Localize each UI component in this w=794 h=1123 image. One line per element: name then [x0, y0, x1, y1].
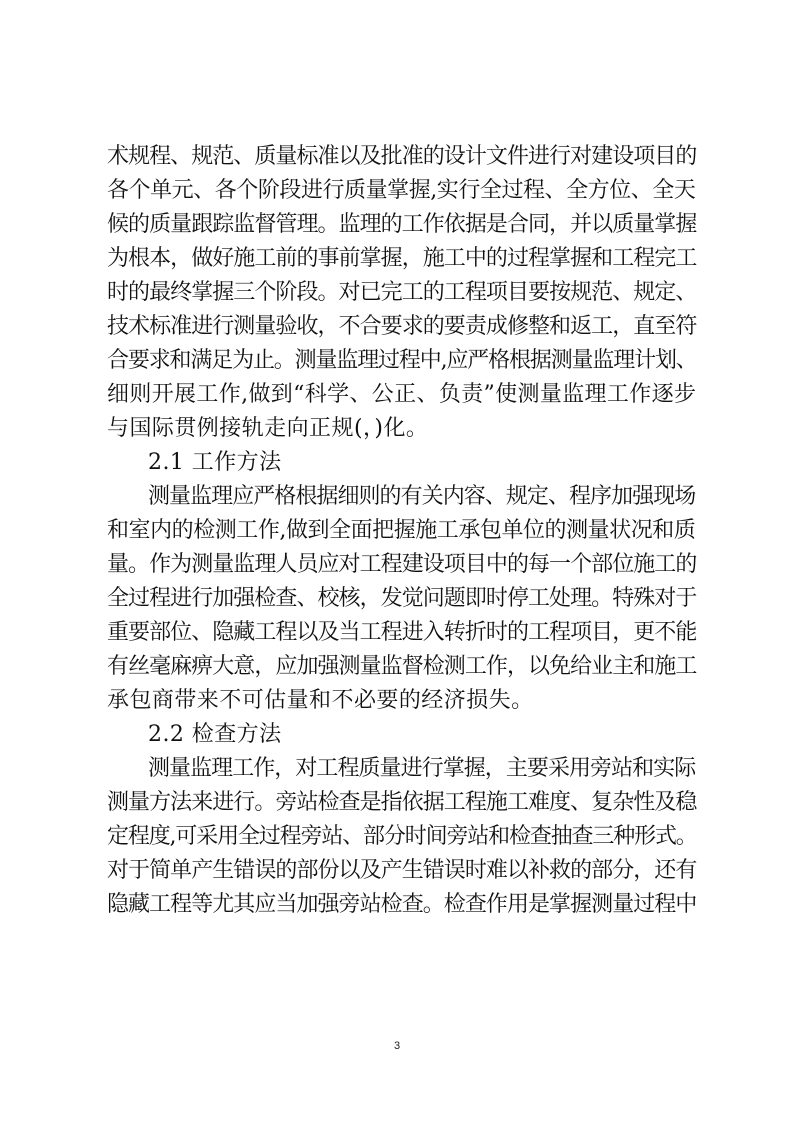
- paragraph-line: 量。作为测量监理人员应对工程建设项目中的每一个部位施工的: [107, 552, 697, 577]
- paragraph-line: 为根本，做好施工前的事前掌握，施工中的过程掌握和工程完工: [107, 246, 697, 271]
- paragraph-line: 时的最终掌握三个阶段。对已完工的工程项目要按规范、规定、: [107, 280, 697, 305]
- paragraph-line: 全过程进行加强检查、校核，发觉问题即时停工处理。特殊对于: [107, 586, 697, 611]
- paragraph-line: 隐藏工程等尤其应当加强旁站检查。检查作用是掌握测量过程中: [107, 892, 697, 917]
- paragraph-line: 细则开展工作,做到“科学、公正、负责”使测量监理工作逐步: [107, 382, 697, 407]
- paragraph-line: 各个单元、各个阶段进行质量掌握,实行全过程、全方位、全天: [107, 178, 696, 203]
- paragraph-line: 合要求和满足为止。测量监理过程中,应严格根据测量监理计划、: [107, 348, 697, 373]
- page-number: 3: [393, 1040, 401, 1052]
- paragraph-line: 候的质量跟踪监督管理。监理的工作依据是合同，并以质量掌握: [107, 212, 697, 237]
- paragraph-line: 重要部位、隐藏工程以及当工程进入转折时的工程项目，更不能: [107, 620, 697, 645]
- paragraph-line: 技术标准进行测量验收，不合要求的要责成修整和返工，直至符: [107, 314, 697, 339]
- paragraph-line: 定程度,可采用全过程旁站、部分时间旁站和检查抽查三种形式。: [107, 824, 697, 849]
- paragraph-line: 测量监理应严格根据细则的有关内容、规定、程序加强现场: [148, 484, 696, 509]
- section-heading: 2.2 检查方法: [148, 722, 282, 747]
- paragraph-line: 与国际贯例接轨走向正规(，)化。: [107, 416, 429, 441]
- paragraph-line: 和室内的检测工作,做到全面把握施工承包单位的测量状况和质: [107, 518, 696, 543]
- paragraph-line: 有丝毫麻痹大意，应加强测量监督检测工作，以免给业主和施工: [107, 654, 697, 679]
- paragraph-line: 测量方法来进行。旁站检查是指依据工程施工难度、复杂性及稳: [107, 790, 697, 815]
- paragraph-line: 对于简单产生错误的部份以及产生错误时难以补救的部分，还有: [107, 858, 697, 883]
- paragraph-line: 承包商带来不可估量和不必要的经济损失。: [107, 688, 534, 713]
- section-heading: 2.1 工作方法: [148, 450, 282, 475]
- paragraph-line: 术规程、规范、质量标准以及批准的设计文件进行对建设项目的: [107, 144, 697, 169]
- paragraph-line: 测量监理工作，对工程质量进行掌握，主要采用旁站和实际: [148, 756, 696, 781]
